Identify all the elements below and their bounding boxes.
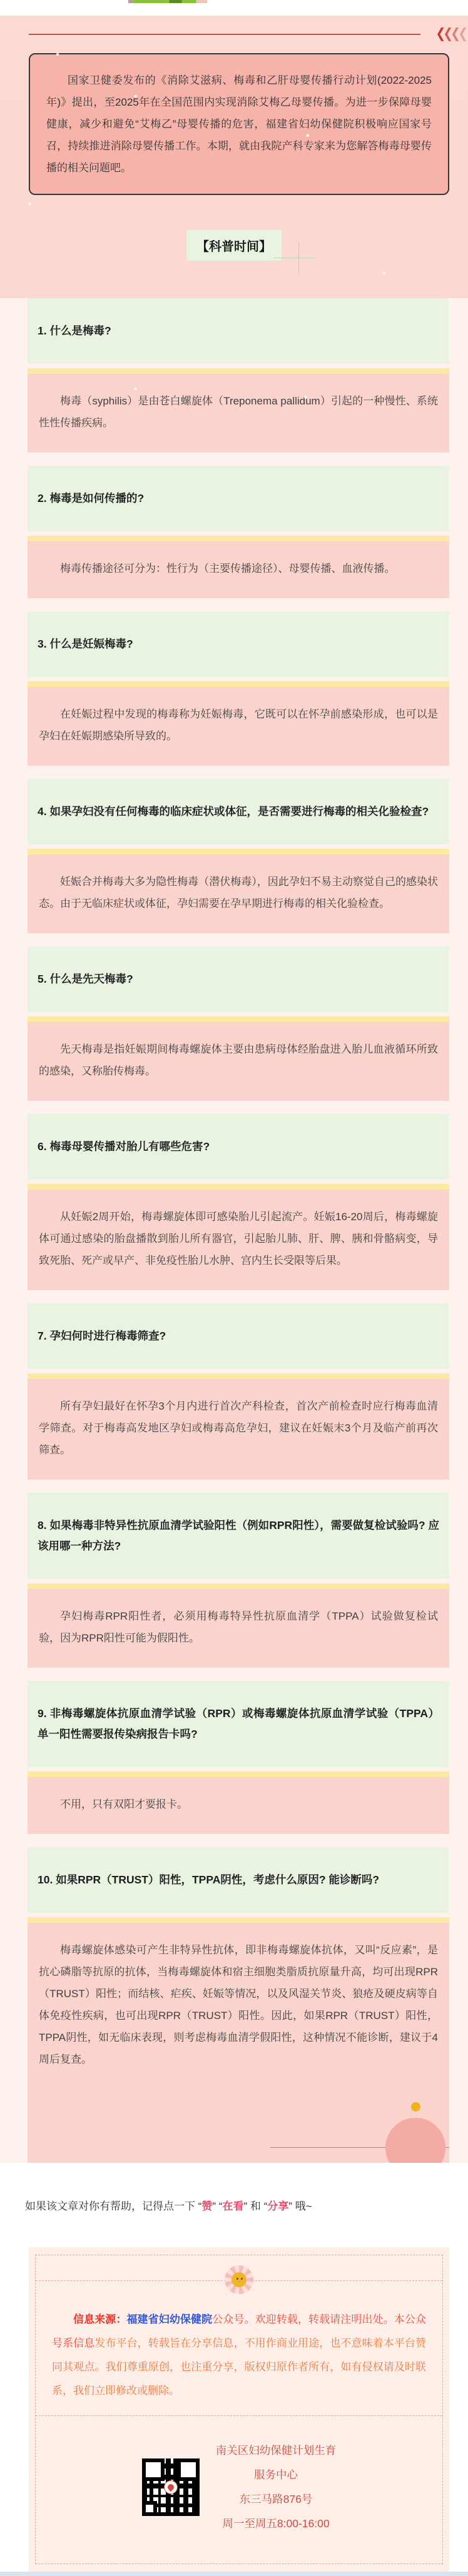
question-block — [28, 946, 449, 1012]
chevron-glyph: ❮ — [443, 26, 451, 42]
share-action-word: 赞 — [201, 2200, 213, 2212]
answer-body — [28, 687, 449, 766]
share-action-word: 在看 — [222, 2200, 244, 2212]
intro-paragraph: 国家卫健委发布的《消除艾滋病、梅毒和乙肝母婴传播行动计划(2022-2025年)》提出，至2025年在全国范围内实现消除艾梅乙母婴传播。为进一步保障母婴健康，减少和避免“艾梅乙”母婴传播的危害，福建省妇幼保健院积极响应国家号召，持续推进消除母婴传播工作。本期，就由我院产科专家来为您解答梅毒母婴传播的相关问题吧。 — [46, 74, 432, 174]
share-prompt-line — [0, 2176, 468, 2238]
footer-panel — [29, 2247, 449, 2572]
red-divider-line — [29, 34, 420, 35]
answer-text: 梅毒螺旋体感染可产生非特异性抗体，即非梅毒螺旋体抗体，又叫“反应素”，是抗心磷脂等抗原的抗体，当梅毒螺旋体和宿主细胞类脂质抗原量升高，均可出现RPR（TRUST）阳性；而结核、疟疾、妊娠等情况，以及风湿关节炎、狼疮及硬皮病等自体免疫性疾病，也可出现RPR（TRUST）阳性。因此，如果RPR（TRUST）阳性，TPPA阴性，如无临床表现，则考虑梅毒血清学假阳性，这种情况不能诊断，建议于4周后复查。 — [39, 1944, 438, 2065]
answer-text: 梅毒（syphilis）是由苍白螺旋体（Treponema pallidum）引起的一种慢性、系统性性传播疾病。 — [39, 395, 438, 429]
question-text: 7. 孕妇何时进行梅毒筛查? — [38, 1330, 166, 1342]
header-rule-row — [0, 26, 468, 43]
source-notice-box — [35, 2255, 443, 2564]
top-spacer — [0, 3, 468, 16]
question-text: 8. 如果梅毒非特异性抗原血清学试验阳性（例如RPR阳性），需要做复检试验吗? 应该用哪一种方法? — [38, 1519, 439, 1552]
answer-text: 从妊娠2周开始，梅毒螺旋体即可感染胎儿引起流产。妊娠16-20周后，梅毒螺旋体可通过感染的胎盘播散到胎儿所有器官，引起胎儿肺、肝、脾、胰和骨骼病变，导致死胎、死产或早产、非免疫性胎儿水肿、宫内生长受限等后果。 — [39, 1211, 438, 1266]
share-text: “ — [216, 2200, 223, 2212]
bottom-strip — [0, 2572, 468, 2576]
share-text: 和 — [247, 2200, 264, 2212]
source-account-link[interactable]: 福建省妇幼保健院 — [126, 2313, 213, 2325]
answer-block — [28, 1917, 449, 2163]
answer-body — [28, 1022, 449, 1101]
answer-block — [28, 1373, 449, 1480]
share-text: 哦~ — [292, 2200, 312, 2212]
answer-accent-bar — [28, 1184, 449, 1190]
answer-block — [28, 368, 449, 453]
question-block — [28, 1681, 449, 1767]
question-text: 4. 如果孕妇没有任何梅毒的临床症状或体征，是否需要进行梅毒的相关化验检查? — [38, 805, 429, 818]
qr-corner-marker — [142, 2501, 157, 2516]
answer-text: 所有孕妇最好在怀孕3个月内进行首次产科检查，首次产前检查时应行梅毒血清学筛查。对于梅毒高发地区孕妇或梅毒高危孕妇，建议在妊娠末3个月及临产前再次筛查。 — [39, 1400, 438, 1456]
qr-center-logo-icon — [164, 2480, 178, 2494]
question-block — [28, 1847, 449, 1913]
answer-block — [28, 681, 449, 766]
answer-accent-bar — [28, 1373, 449, 1379]
answer-text: 梅毒传播途径可分为：性行为（主要传播途径）、母婴传播、血液传播。 — [60, 563, 395, 574]
section-heading: 【科普时间】 — [186, 230, 282, 261]
source-label: 信息来源： — [73, 2313, 127, 2325]
answer-text: 妊娠合并梅毒大多为隐性梅毒（潜伏梅毒），因此孕妇不易主动察觉自己的感染状态。由于无临床症状或体征，孕妇需要在孕早期进行梅毒的相关化验检查。 — [39, 876, 438, 910]
question-block — [28, 1493, 449, 1579]
question-block — [28, 1114, 449, 1180]
answer-body — [28, 1190, 449, 1290]
answer-accent-bar — [28, 1016, 449, 1022]
answer-text: 孕妇梅毒RPR阳性者，必须用梅毒特异性抗原血清学（TPPA）试验做复检试验，因为RPR阳性可能为假阳性。 — [39, 1610, 438, 1644]
question-text: 10. 如果RPR（TRUST）阳性，TPPA阴性，考虑什么原因? 能诊断吗? — [38, 1873, 380, 1886]
source-paragraph — [52, 2308, 426, 2403]
intro-card — [29, 53, 449, 195]
hero-panel — [0, 16, 468, 298]
answer-body — [28, 1923, 449, 2163]
section-heading-row — [0, 230, 468, 261]
share-text: “ — [263, 2200, 268, 2212]
answer-text: 在妊娠过程中发现的梅毒称为妊娠梅毒，它既可以在怀孕前感染形成，也可以是孕妇在妊娠期感染所导致的。 — [39, 708, 438, 742]
contact-line: 服务中心 — [254, 2468, 298, 2481]
source-text-red: 公众号。欢迎转载，转载请注明出处。本公众号系信息 — [52, 2313, 426, 2349]
answer-body — [28, 374, 449, 453]
answer-text: 先天梅毒是指妊娠期间梅毒螺旋体主要由患病母体经胎盘进入胎儿血液循环所致的感染，又称胎传梅毒。 — [39, 1043, 438, 1077]
contact-row — [52, 2416, 426, 2563]
share-text: “ — [198, 2200, 202, 2212]
share-action-word: 分享 — [267, 2200, 289, 2212]
qa-list — [0, 298, 468, 2163]
answer-accent-bar — [28, 536, 449, 541]
answer-block — [28, 1772, 449, 1834]
contact-line: 周一至周五8:00-16:00 — [222, 2517, 330, 2530]
qr-code — [142, 2458, 200, 2516]
share-text: ” — [212, 2200, 216, 2212]
contact-line: 东三马路876号 — [239, 2493, 313, 2505]
question-block — [28, 1303, 449, 1369]
question-block — [28, 466, 449, 531]
answer-accent-bar — [28, 368, 449, 374]
share-text: 如果该文章对你有帮助，记得点一下 — [25, 2200, 198, 2212]
chevron-glyph: ❮ — [458, 26, 465, 42]
answer-body — [28, 1379, 449, 1480]
answer-block — [28, 536, 449, 598]
answer-accent-bar — [28, 1583, 449, 1589]
yellow-dot-decoration — [411, 2102, 420, 2112]
answer-body — [28, 1589, 449, 1668]
pink-circle-decoration — [385, 2118, 445, 2163]
contact-info — [216, 2438, 337, 2536]
answer-block — [28, 1184, 449, 1290]
answer-block — [28, 849, 449, 933]
share-text: ” — [288, 2200, 292, 2212]
share-text: ” — [243, 2200, 248, 2212]
answer-block — [28, 1583, 449, 1668]
answer-body — [28, 541, 449, 598]
answer-body — [28, 854, 449, 933]
answer-body — [28, 1777, 449, 1834]
question-text: 3. 什么是妊娠梅毒? — [38, 638, 133, 650]
answer-block — [28, 1016, 449, 1101]
question-text: 1. 什么是梅毒? — [38, 324, 111, 337]
answer-accent-bar — [28, 681, 449, 687]
question-block — [28, 298, 449, 364]
answer-accent-bar — [28, 1917, 449, 1923]
answer-accent-bar — [28, 1772, 449, 1777]
question-text: 6. 梅毒母婴传播对胎儿有哪些危害? — [38, 1140, 210, 1153]
question-block — [28, 779, 449, 844]
chevron-glyph: ❮ — [435, 26, 444, 42]
answer-text: 不用，只有双阳才要报卡。 — [60, 1798, 188, 1810]
question-block — [28, 611, 449, 677]
flower-icon — [225, 2265, 253, 2294]
question-text: 5. 什么是先天梅毒? — [38, 973, 133, 985]
question-text: 2. 梅毒是如何传播的? — [38, 492, 145, 504]
question-text: 9. 非梅毒螺旋体抗原血清学试验（RPR）或梅毒螺旋体抗原血清学试验（TPPA）单一阳性需要报传染病报告卡吗? — [38, 1707, 439, 1740]
chevron-decoration-icon — [435, 26, 465, 43]
chevron-glyph: ❮ — [450, 26, 459, 42]
answer-accent-bar — [28, 849, 449, 854]
contact-line: 南关区妇幼保健计划生育 — [215, 2444, 337, 2457]
source-text-orange: 发布平台，转载旨在分享信息，不用作商业用途，也不意味着本平台赞同其观点。我们尊重原创，也注重分享，版权归原作者所有，如有侵权请及时联系，我们立即修改或删除。 — [52, 2337, 427, 2397]
